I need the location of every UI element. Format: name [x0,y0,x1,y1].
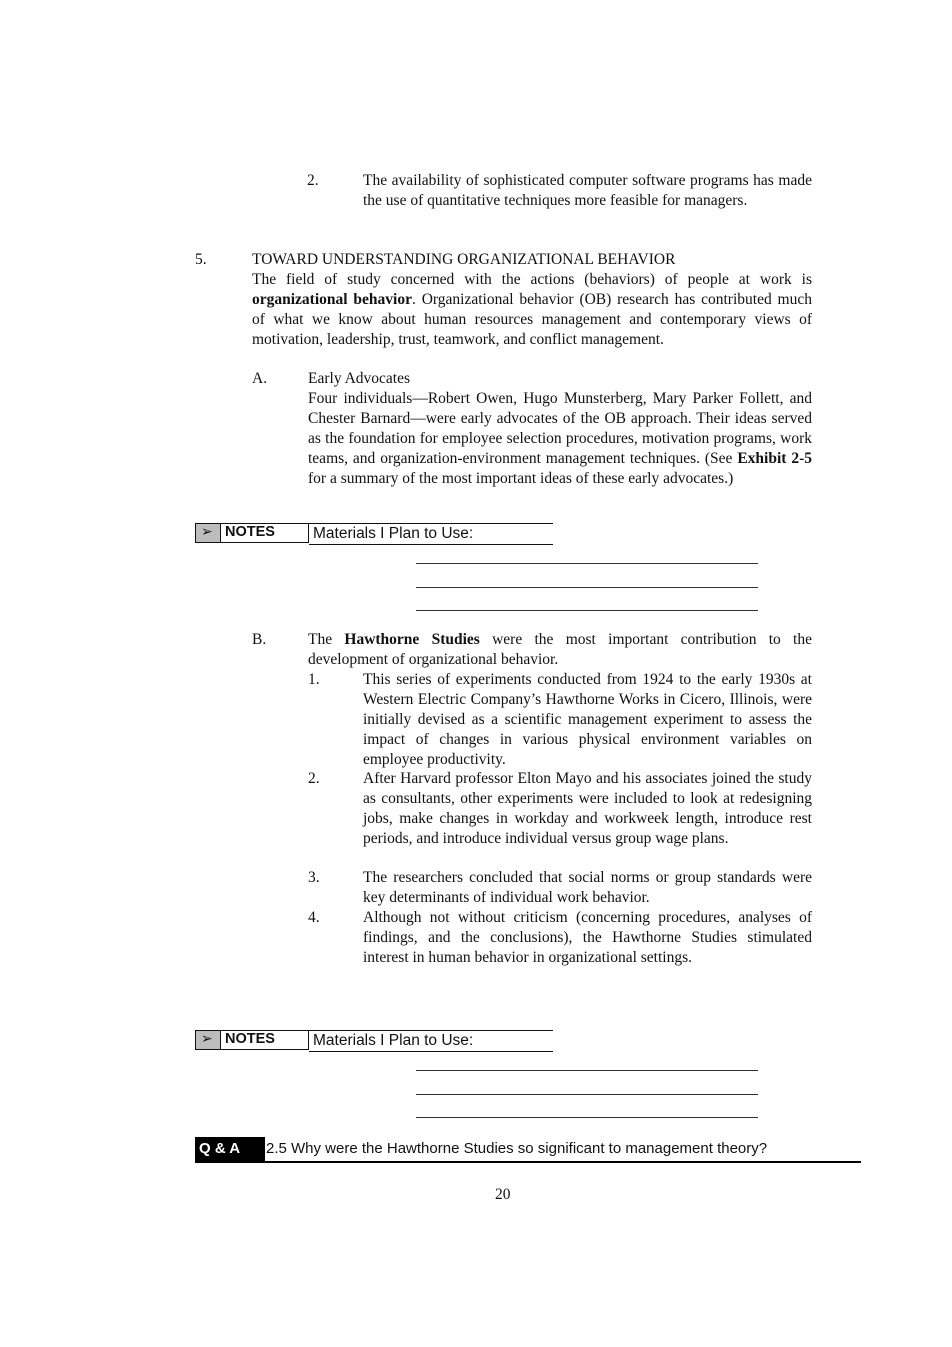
list-number: 2. [308,770,320,787]
list-item-text: After Harvard professor Elton Mayo and his associates joined the study as consultants, other experiments were included to look at redesigning jobs, make changes in workday and workweek length, introduce rest periods, and introduce individual versus group wage plans. [363,770,812,847]
notes-label: NOTES [221,1030,309,1050]
materials-label: Materials I Plan to Use: [309,1030,553,1052]
list-number: 3. [308,869,320,886]
writing-line [416,587,758,588]
qa-bar [195,1137,861,1163]
subsection-letter: B. [252,631,267,648]
section-paragraph: The field of study concerned with the actions (behaviors) of people at work is organizational behavior. Organizational behavior (OB) research has contributed much of what we know about human resources management and contemporary views of motivation, leadership, trust, teamwork, and conflict management. [252,271,812,348]
writing-line [416,1117,758,1118]
notes-label: NOTES [221,523,309,543]
page-number: 20 [495,1186,511,1203]
section-number: 5. [195,251,207,268]
notes-bar [195,523,553,545]
bold-term: Exhibit 2-5 [737,450,812,467]
notes-bar [195,1030,553,1052]
writing-line [416,563,758,564]
list-item-text: This series of experiments conducted from 1924 to the early 1930s at Western Electric Company’s Hawthorne Works in Cicero, Illinois, were initially devised as a scientific management experiment to assess the impact of changes in various physical environment variables on employee productivity. [363,671,812,768]
qa-tag: Q & A [195,1137,265,1161]
section-heading: TOWARD UNDERSTANDING ORGANIZATIONAL BEHAVIOR [252,251,676,268]
arrow-icon: ➢ [195,1030,221,1050]
list-number: 1. [308,671,320,688]
list-number: 4. [308,909,320,926]
bold-term: organizational behavior [252,291,412,308]
qa-question: 2.5 Why were the Hawthorne Studies so significant to management theory? [266,1140,768,1157]
list-number: 2. [307,172,319,189]
subsection-heading: Early Advocates [308,370,411,387]
arrow-icon: ➢ [195,523,221,543]
list-item-text: Although not without criticism (concerning procedures, analyses of findings, and the conclusions), the Hawthorne Studies stimulated interest in human behavior in organizational settings. [363,909,812,966]
list-item-text: The availability of sophisticated computer software programs has made the use of quantitative techniques more feasible for managers. [363,172,812,209]
subsection-paragraph: Four individuals—Robert Owen, Hugo Munsterberg, Mary Parker Follett, and Chester Barnard—were early advocates of the OB approach. Their ideas served as the foundation for employee selection procedures, motivation programs, work teams, and organization-environment management techniques. (See Exhibit 2-5 for a summary of the most important ideas of these early advocates.) [308,390,812,487]
list-item-text: The researchers concluded that social norms or group standards were key determinants of individual work behavior. [363,869,812,906]
writing-line [416,1070,758,1071]
materials-label: Materials I Plan to Use: [309,523,553,545]
subsection-letter: A. [252,370,268,387]
bold-term: Hawthorne Studies [344,631,480,648]
qa-underline [195,1161,861,1163]
writing-line [416,610,758,611]
writing-line [416,1094,758,1095]
subsection-paragraph: The Hawthorne Studies were the most important contribution to the development of organizational behavior. [308,631,812,668]
